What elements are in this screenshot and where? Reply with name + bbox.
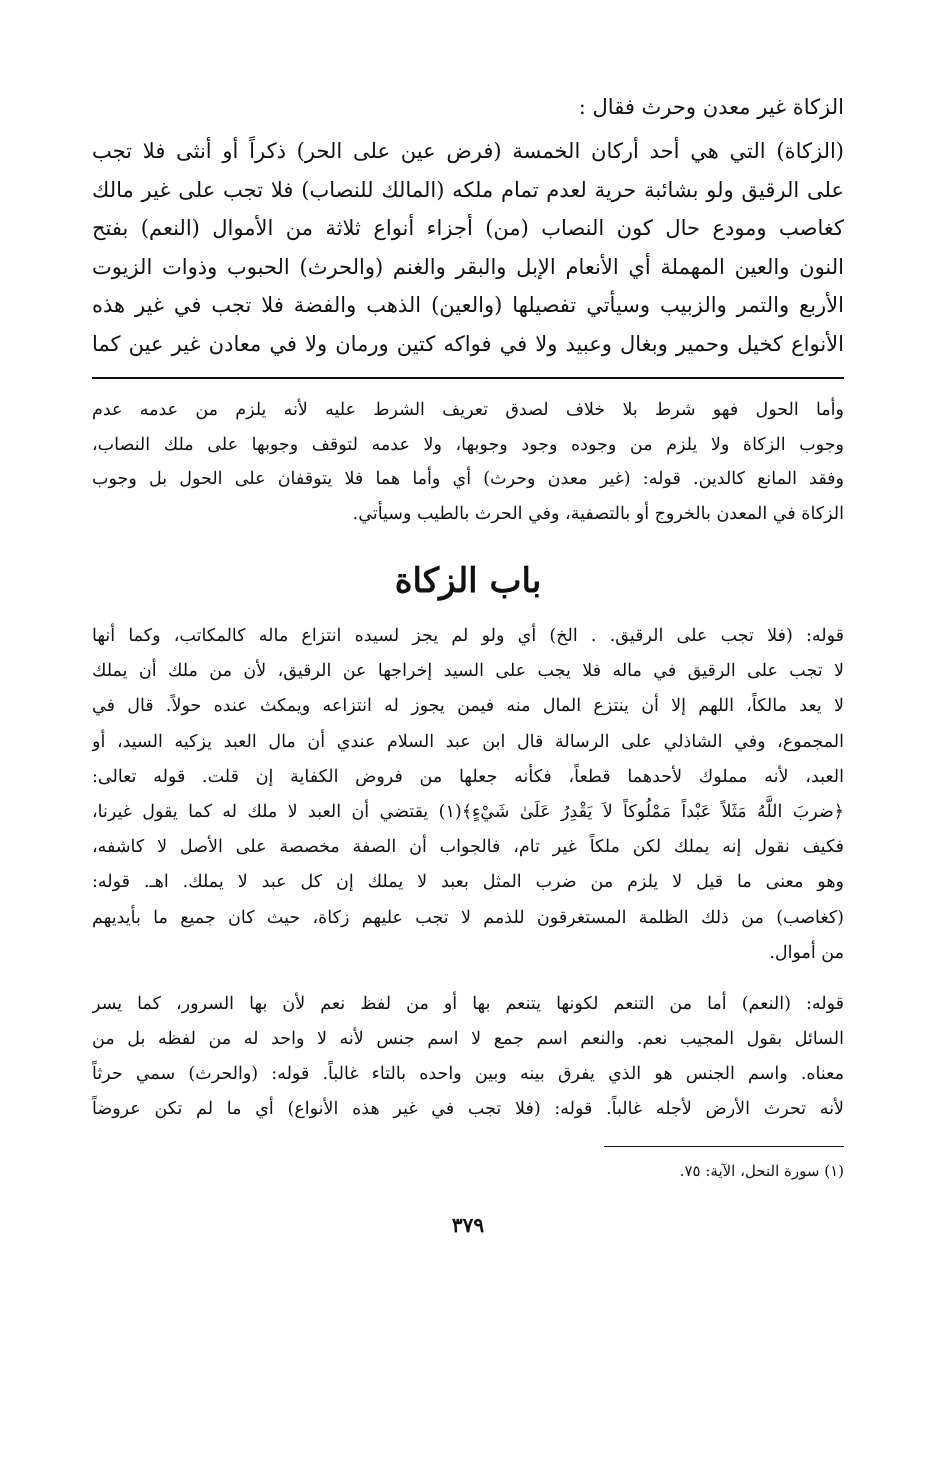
commentary-paragraph-1 — [92, 619, 844, 971]
commentary-line: المجموع، وفي الشاذلي على الرسالة قال ابن عبد السلام عندي أن مال العبد يزكيه السيد، أو — [92, 731, 844, 752]
commentary-line: العبد، لأنه مملوك لأحدهما قطعاً، فكأنه جعلها من فروض الكفاية إن قلت. قوله تعالى: — [92, 766, 844, 787]
commentary-line: وفقد المانع كالدين. قوله: (غير معدن وحرث) أي وأما هما فلا يتوقفان على الحول بل وجوب — [92, 469, 844, 489]
chapter-title: باب الزكاة — [394, 561, 542, 601]
commentary-line: معناه. واسم الجنس هو الذي يفرق بينه وبين واحده بالتاء غالباً. قوله: (والحرث) سمي حرثاً — [92, 1064, 844, 1085]
commentary-line: السائل بقول المجيب نعم. والنعم اسم جمع لا اسم جنس لأنه لا واحد له من لفظه بل من — [92, 1029, 844, 1050]
commentary-line: وجوب الزكاة ولا يلزم من وجوده وجود وجوبها، ولا عدمه لتوقف وجوبها على ملك النصاب، — [92, 434, 844, 455]
main-line: النون والعين المهملة أي الأنعام الإبل والبقر والغنم (والحرث) الحبوب وذوات الزيوت — [92, 254, 844, 279]
commentary-line: وأما الحول فهو شرط بلا خلاف لصدق تعريف الشرط عليه لأنه يلزم من عدمه عدم — [92, 400, 844, 420]
main-text — [92, 132, 844, 363]
main-line: (الزكاة) التي هي أحد أركان الخمسة (فرض عين على الحر) ذكراً أو أنثى فلا تجب — [92, 139, 844, 163]
footnote-divider — [604, 1146, 844, 1147]
commentary-top — [92, 393, 844, 531]
intro-line — [92, 88, 844, 126]
intro-text: الزكاة غير معدن وحرث فقال : — [578, 95, 844, 119]
commentary-line: لا تجب على الرقيق في ماله فلا يجب على السيد إخراجها عن الرقيق، لأن من ملك أن يملك — [92, 661, 844, 682]
commentary-line: ﴿ضربَ اللَّهُ مَثَلاً عَبْداً مَمْلُوكاً لاَ يَقْدِرُ عَلَىٰ شَيْءٍ﴾(١) يقتضي أن العبد لا ملك له كما يقول غيرنا، — [92, 801, 844, 822]
section-divider — [92, 377, 844, 379]
commentary-line: فكيف نقول إنه يملك لكن ملكاً غير تام، فالجواب أن الصفة مخصصة على الأصل لا كاشفه، — [92, 837, 844, 858]
commentary-line: الزكاة في المعدن بالخروج أو بالتصفية، وفي الحرث بالطيب وسيأتي. — [352, 503, 844, 524]
main-line: الأنواع كخيل وحمير وبغال وعبيد ولا في فواكه كتين ورمان ولا في معادن غير عين كما — [92, 331, 844, 356]
paragraph-gap — [92, 971, 844, 987]
commentary-line: لأنه تحرث الأرض لأجله غالباً. قوله: (فلا تجب في غير هذه الأنواع) أي ما لم تكن عروضاً — [92, 1099, 844, 1120]
page — [92, 88, 844, 1237]
main-line: الأربع والتمر والزبيب وسيأتي تفصيلها (والعين) الذهب والفضة فلا تجب في غير هذه — [92, 293, 844, 317]
main-line: كغاصب ومودع حال كون النصاب (من) أجزاء أنواع ثلاثة من الأموال (النعم) بفتح — [92, 216, 844, 240]
main-line: على الرقيق ولو بشائبة حرية لعدم تمام ملكه (المالك للنصاب) فلا تجب على غير مالك — [92, 177, 844, 202]
commentary-line: وهو معنى ما قيل لا يلزم من ضرب المثل بعبد لا يملك إن كل عبد لا يملك. اهـ. قوله: — [92, 872, 844, 893]
commentary-paragraph-2 — [92, 987, 844, 1128]
commentary-line: من أموال. — [769, 942, 844, 963]
commentary-line: قوله: (فلا تجب على الرقيق. . الخ) أي ولو لم يجز لسيده انتزاع ماله كالمكاتب، وكما أنها — [92, 626, 844, 646]
page-number: ٣٧٩ — [451, 1212, 485, 1237]
commentary-line: (كغاصب) من ذلك الظلمة المستغرقون للذمم لا تجب عليهم زكاة، حيث كان جميع ما بأيديهم — [92, 907, 844, 928]
footnote: (١) سورة النحل، الآية: ٧٥. — [679, 1161, 844, 1180]
commentary-line: لا يعد مالكاً، اللهم إلا أن ينتزع المال منه فيمن يجوز له انتزاعه ويمكث عنده حولاً. قال في — [92, 696, 844, 717]
commentary-line: قوله: (النعم) أما من التنعم لكونها يتنعم بها أو من لفظ نعم لأن بها السرور، كما يسر — [92, 993, 844, 1014]
